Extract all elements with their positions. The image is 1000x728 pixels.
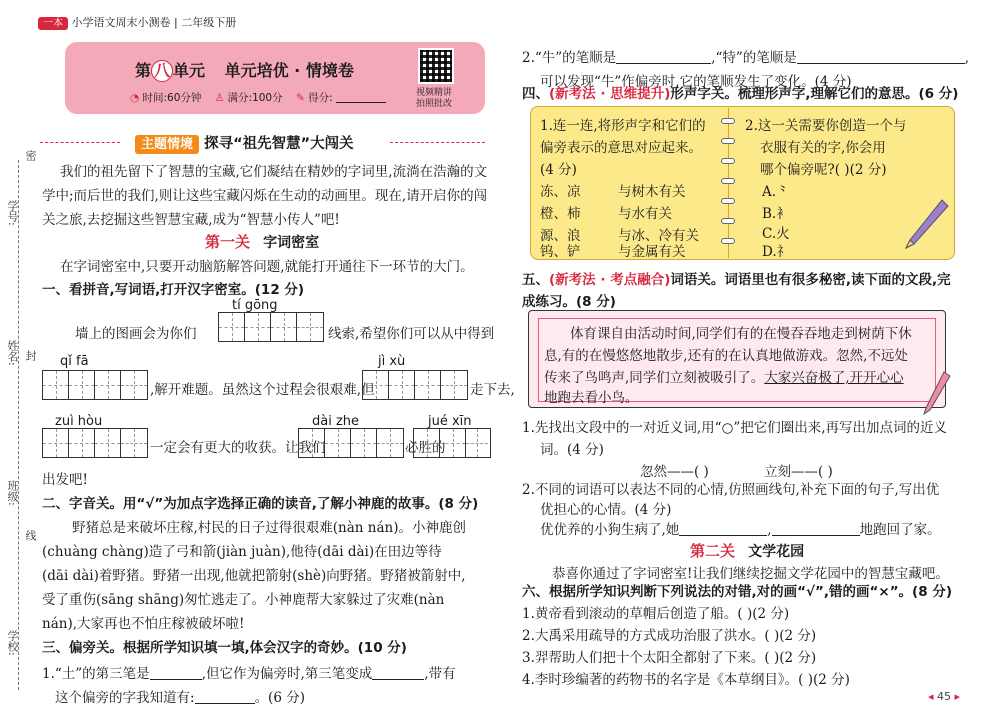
match-right-item[interactable]: 与金属有关 — [618, 244, 686, 260]
margin-label-seal-3: 线 — [24, 530, 37, 541]
true-false-item[interactable]: 3.羿帮助人们把十个太阳全都射了下来。( )(2 分) — [522, 650, 817, 666]
series-header: 一本 小学语文周末小测卷 | 二年级下册 — [38, 14, 236, 30]
qr-caption: 视频精讲 拍照批改 — [416, 88, 453, 109]
prev-arrow-icon: ◂ — [928, 690, 934, 703]
answer-blank[interactable] — [372, 664, 424, 680]
binding-line — [18, 160, 19, 690]
question-1-title: 一、看拼音,写词语,打开汉字密室。(12 分) — [42, 282, 305, 298]
match-right-item[interactable]: 与冰、冷有关 — [618, 228, 699, 244]
match-right-item[interactable]: 与树木有关 — [618, 184, 686, 200]
answer-blank[interactable] — [616, 48, 711, 64]
sentence-text: 走下去, — [470, 382, 515, 398]
passage-text: 地跑去看小鸟。 — [544, 390, 639, 406]
margin-label-seal-2: 封 — [24, 350, 37, 361]
sentence-text: 出发吧! — [42, 472, 88, 488]
margin-label-school: 学校: — [6, 630, 19, 656]
question-5-2-sentence: 优优养的小狗生病了,她 , 地跑回了家。 — [540, 522, 941, 538]
true-false-item[interactable]: 2.大禹采用疏导的方式成功治服了洪水。( )(2 分) — [522, 628, 817, 644]
tianzige-answer-box[interactable] — [42, 370, 148, 400]
match-left-item[interactable]: 源、浪 — [540, 228, 581, 244]
theme-tag: 主题情境 — [135, 135, 199, 154]
option-c[interactable]: C.火 — [762, 226, 790, 242]
pinyin-label: tí gōng — [232, 298, 278, 313]
unit-number: 八 — [151, 60, 173, 82]
option-a[interactable]: A.⺀ — [762, 184, 790, 200]
question-4-2-text: 2.这一关需要你创造一个与 — [745, 118, 907, 134]
theme-intro-line: 关之旅,去挖掘这些智慧宝藏,成为“智慧小传人”吧! — [42, 212, 340, 228]
question-5-2-text: 2.不同的词语可以表达不同的心情,仿照画线句,补充下面的句子,写出优 — [522, 482, 940, 498]
answer-blank[interactable] — [679, 520, 767, 536]
pinyin-label: jué xīn — [428, 414, 472, 429]
tianzige-answer-box[interactable] — [298, 428, 404, 458]
margin-label-class: 班级: — [6, 480, 19, 506]
question-6-title: 六、根据所学知识判断下列说法的对错,对的画“√”,错的画“×”。(8 分) — [522, 584, 952, 600]
question-4-title: 四、(新考法 · 思维提升)形声字关。梳理形声字,理解它们的意思。(6 分) — [522, 86, 959, 102]
question-3-2-cont: 可以发现“牛”作偏旁时,它的笔顺发生了变化。(4 分) — [540, 74, 852, 90]
pinyin-label: jì xù — [378, 354, 406, 369]
tianzige-answer-box[interactable] — [218, 312, 324, 342]
person-icon: ♙ — [214, 92, 225, 104]
margin-label-seal: 密 — [24, 150, 37, 161]
qr-code-icon[interactable] — [418, 48, 454, 84]
answer-blank[interactable] — [772, 520, 860, 536]
question-4-1-text: 偏旁表示的意思对应起来。 — [540, 140, 702, 156]
question-2-title: 二、字音关。用“√”为加点字选择正确的读音,了解小神鹿的故事。(8 分) — [42, 496, 479, 512]
tianzige-answer-box[interactable] — [42, 428, 148, 458]
question-2-text: 野猪总是来破坏庄稼,村民的日子过得很艰难(nàn nán)。小神鹿创 — [72, 520, 466, 536]
question-3-1-cont: 这个偏旁的字我知道有: 。(6 分) — [55, 690, 305, 706]
true-false-item[interactable]: 4.李时珍编著的药物书的名字是《本草纲目》。( )(2 分) — [522, 672, 850, 688]
question-2-text: nán),大家再也不怕庄稼被破坏啦! — [42, 616, 245, 632]
question-4-2-text: 衣服有关的字,你会用 — [760, 140, 886, 156]
pinyin-label: dài zhe — [312, 414, 360, 429]
question-2-text: (dāi dài)着野猪。野猪一出现,他就把箭射(shè)向野猪。野猪被箭射中, — [42, 568, 466, 584]
sentence-text: 一定会有更大的收获。让我们 — [150, 440, 326, 456]
level-2-intro: 恭喜你通过了字词密室!让我们继续挖掘文学花园中的智慧宝藏吧。 — [552, 566, 949, 582]
passage-text: 息,有的在慢悠悠地散步,还有的在认真地做游戏。忽然,不远处 — [544, 348, 908, 364]
question-5-title-cont: 成练习。(8 分) — [522, 294, 616, 310]
pencil-icon — [898, 196, 950, 256]
unit-subtitle: 单元培优 · 情境卷 — [224, 61, 354, 80]
true-false-item[interactable]: 1.黄帝看到滚动的草帽后创造了船。( )(2 分) — [522, 606, 790, 622]
answer-blank[interactable] — [150, 664, 202, 680]
question-2-text: (chuàng chàng)造了弓和箭(jiàn juàn),他待(dāi dài)在田边等待 — [42, 544, 442, 560]
theme-intro-line: 我们的祖先留下了智慧的宝藏,它们凝结在精妙的字词里,流淌在浩瀚的文 — [60, 164, 488, 180]
sentence-text: 必胜的 — [405, 440, 446, 456]
theme-heading — [135, 132, 354, 153]
tianzige-answer-box[interactable] — [413, 428, 491, 458]
series-name: 小学语文周末小测卷 — [71, 16, 171, 29]
question-4-1-text: (4 分) — [540, 162, 577, 178]
level-1-heading: 第一关 字词密室 — [205, 233, 320, 251]
score-label: 得分: — [308, 92, 333, 104]
answer-blank[interactable] — [195, 688, 255, 704]
pinyin-label: qǐ fā — [60, 354, 89, 369]
underlined-sentence: 大家兴奋极了,开开心心 — [764, 370, 904, 386]
unit-title: 第 八 单元 单元培优 · 情境卷 — [135, 61, 354, 80]
synonym-answer-2[interactable]: 立刻——( ) — [764, 464, 833, 480]
theme-intro-line: 学中;而后世的我们,则让这些宝藏闪烁在生动的动画里。现在,请开启你的闯 — [42, 188, 488, 204]
theme-title: 探寻“祖先智慧”大闯关 — [204, 136, 354, 152]
question-4-2-text: 哪个偏旁呢?( )(2 分) — [760, 162, 887, 178]
pinyin-label: zuì hòu — [55, 414, 103, 429]
question-4-1-text: 1.连一连,将形声字和它们的 — [540, 118, 706, 134]
level-1-intro: 在字词密室中,只要开动脑筋解答问题,就能打开通往下一环节的大门。 — [60, 259, 474, 275]
tianzige-answer-box[interactable] — [362, 370, 468, 400]
next-arrow-icon: ▸ — [954, 690, 961, 703]
exam-info — [130, 90, 386, 105]
question-5-1-text: 词。(4 分) — [540, 442, 604, 458]
margin-label-student-no: 学号: — [6, 200, 19, 226]
grade-label: 二年级下册 — [181, 16, 237, 29]
option-d[interactable]: D.礻 — [762, 244, 791, 260]
passage-text: 体育课自由活动时间,同学们有的在慢吞吞地走到树荫下休 — [570, 326, 912, 342]
brand-logo: 一本 — [38, 17, 68, 30]
question-5-1-text: 1.先找出文段中的一对近义词,用“○”把它们圈出来,再写出加点词的近义 — [522, 420, 948, 436]
question-5-title: 五、(新考法 · 考点融合)词语关。词语里也有很多秘密,读下面的文段,完 — [522, 272, 951, 288]
question-5-2-text: 优担心的心情。(4 分) — [540, 502, 672, 518]
sentence-text: ,解开难题。虽然这个过程会很艰难,但 — [150, 382, 375, 398]
sentence-text: 线索,希望你们可以从中得到 — [328, 326, 495, 342]
question-3-2: 2.“牛”的笔顺是 ,“特”的笔顺是 , — [522, 50, 970, 66]
clock-icon: ◔ — [130, 92, 140, 104]
answer-blank[interactable] — [797, 48, 965, 64]
level-2-heading: 第二关 文学花园 — [690, 542, 805, 560]
match-left-item[interactable]: 橙、柿 — [540, 206, 581, 222]
match-left-item[interactable]: 冻、凉 — [540, 184, 581, 200]
question-2-text: 受了重伤(sāng shāng)匆忙逃走了。小神鹿帮大家躲过了灾难(nàn — [42, 592, 445, 608]
full-score: 满分:100分 — [227, 92, 283, 104]
page-number: ◂ 45 ▸ — [928, 690, 961, 703]
match-left-item[interactable]: 钨、铲 — [540, 244, 581, 260]
pencil-icon — [918, 370, 952, 418]
match-right-item[interactable]: 与水有关 — [618, 206, 672, 222]
time-limit: 时间:60分钟 — [142, 92, 202, 104]
score-icon: ✎ — [295, 92, 305, 104]
question-3-title: 三、偏旁关。根据所学知识填一填,体会汉字的奇妙。(10 分) — [42, 640, 407, 656]
passage-text: 传来了鸟鸣声,同学们立刻被吸引了。大家兴奋极了,开开心心 — [544, 370, 904, 386]
question-3-1: 1.“土”的第三笔是 ,但它作为偏旁时,第三笔变成 ,带有 — [42, 666, 456, 682]
score-field[interactable] — [336, 91, 386, 103]
synonym-answer-1[interactable]: 忽然——( ) — [640, 464, 709, 480]
option-b[interactable]: B.衤 — [762, 206, 790, 222]
margin-label-name: 姓名: — [6, 340, 19, 366]
sentence-text: 墙上的图画会为你们 — [75, 326, 197, 342]
